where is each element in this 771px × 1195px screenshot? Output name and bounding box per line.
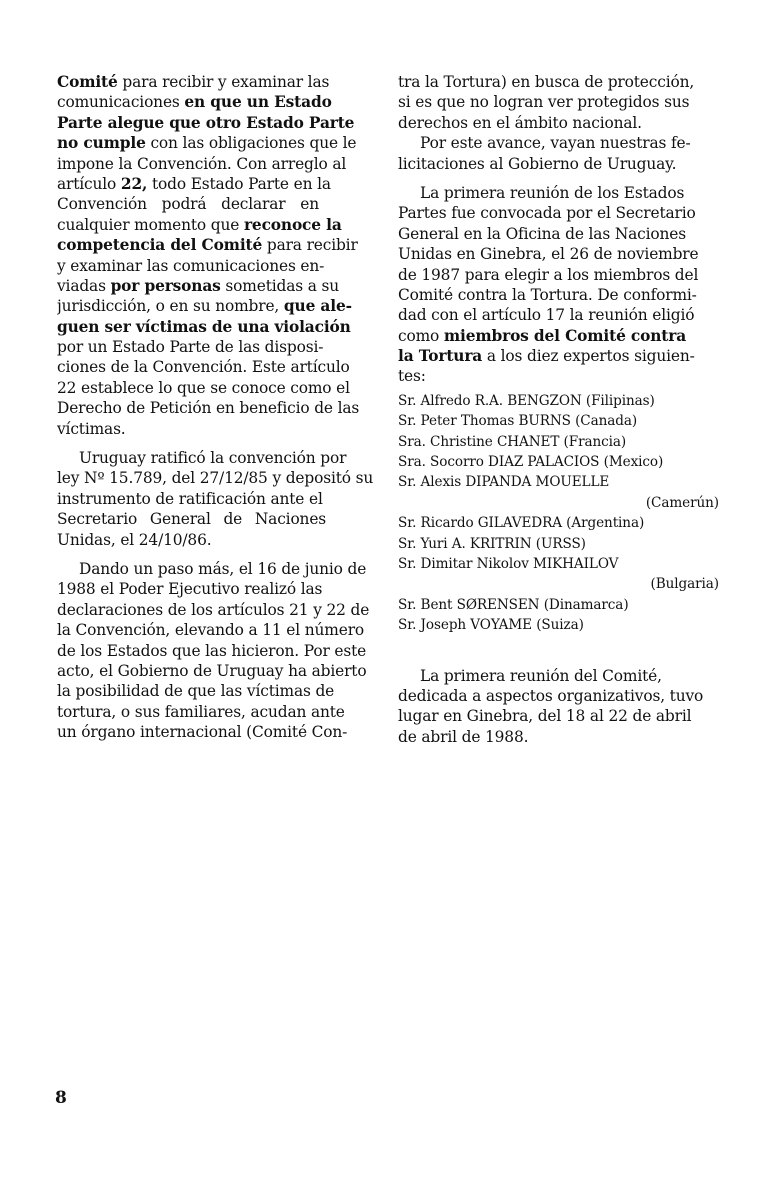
list-item: Sr. Joseph VOYAME (Suiza): [398, 617, 584, 634]
paragraph-protection: [398, 72, 720, 133]
text-line: y examinar las comunicaciones en-: [57, 256, 325, 275]
text-line: la posibilidad de que las víctimas de: [57, 682, 335, 701]
text-line: impone la Convención. Con arreglo al: [57, 154, 347, 173]
text-line: de 1987 para elegir a los miembros del: [398, 265, 699, 284]
text-line: Por este avance, vayan nuestras fe-: [420, 134, 691, 153]
text-line: competencia del Comité para recibir: [57, 236, 358, 255]
text-line: dad con el artículo 17 la reunión eligió: [398, 306, 695, 325]
text-line: ciones de la Convención. Este artículo: [57, 358, 350, 377]
text-line: acto, el Gobierno de Uruguay ha abierto: [57, 661, 367, 680]
text-line: viadas por personas sometidas a su: [57, 276, 340, 295]
committee-members-list: [398, 391, 720, 636]
list-item: Sr. Alfredo R.A. BENGZON (Filipinas): [398, 392, 655, 409]
text-line: si es que no logran ver protegidos sus: [398, 93, 690, 112]
text-line: no cumple con las obligaciones que le: [57, 134, 357, 153]
text-line: de los Estados que las hicieron. Por este: [57, 641, 367, 660]
text-line: como miembros del Comité contra: [398, 326, 687, 345]
list-item: Sr. Bent SØRENSEN (Dinamarca): [398, 596, 629, 613]
text-line: Secretario General de Naciones: [57, 510, 327, 529]
text-line: ley Nº 15.789, del 27/12/85 y depositó su: [57, 469, 374, 488]
text-line: de abril de 1988.: [398, 727, 529, 746]
paragraph-declarations: [57, 559, 378, 743]
text-line: Convención podrá declarar en: [57, 195, 319, 214]
paragraph-comite-competence: [57, 72, 378, 439]
text-line: víctimas.: [57, 419, 126, 438]
text-line: declaraciones de los artículos 21 y 22 de: [57, 600, 370, 619]
list-item: Sra. Christine CHANET (Francia): [398, 433, 627, 450]
text-line: cualquier momento que reconoce la: [57, 215, 342, 234]
text-line: derechos en el ámbito nacional.: [398, 113, 642, 132]
text-line: tra la Tortura) en busca de protección,: [398, 73, 695, 91]
text-line: lugar en Ginebra, del 18 al 22 de abril: [398, 707, 692, 726]
paragraph-committee-meeting: [398, 666, 720, 748]
text-line: Unidas en Ginebra, el 26 de noviembre: [398, 245, 699, 264]
text-line: 22 establece lo que se conoce como el: [57, 378, 350, 397]
text-line: Comité para recibir y examinar las: [57, 73, 330, 91]
text-line: Partes fue convocada por el Secretario: [398, 204, 696, 223]
text-line: guen ser víctimas de una violación: [57, 317, 351, 336]
list-item: Sr. Ricardo GILAVEDRA (Argentina): [398, 515, 645, 532]
text-line: La primera reunión de los Estados: [420, 183, 685, 202]
text-line: jurisdicción, o en su nombre, que ale-: [57, 297, 352, 316]
paragraph-gap: [398, 636, 720, 666]
list-item: Sr. Peter Thomas BURNS (Canada): [398, 413, 638, 430]
text-line: tes:: [398, 367, 426, 386]
right-column: [398, 72, 720, 747]
list-item-country: (Camerún): [645, 494, 719, 511]
text-line: Dando un paso más, el 16 de junio de: [79, 559, 367, 578]
list-item: Sr. Dimitar Nikolov MIKHAILOV: [398, 555, 619, 572]
list-item: Sra. Socorro DIAZ PALACIOS (Mexico): [398, 454, 664, 471]
list-item: Sr. Alexis DIPANDA MOUELLE: [398, 474, 610, 491]
text-line: licitaciones al Gobierno de Uruguay.: [398, 154, 677, 173]
text-line: Unidas, el 24/10/86.: [57, 530, 212, 549]
paragraph-uruguay-ratification: [57, 448, 378, 550]
paragraph-gap: [57, 550, 378, 559]
text-line: Parte alegue que otro Estado Parte: [57, 113, 355, 132]
paragraph-congratulations: [398, 133, 720, 174]
text-line: la Tortura a los diez expertos siguien-: [398, 347, 695, 366]
text-line: tortura, o sus familiares, acudan ante: [57, 702, 345, 721]
page-number: 8: [55, 1088, 67, 1108]
text-line: comunicaciones en que un Estado: [57, 93, 332, 112]
text-line: artículo 22, todo Estado Parte en la: [57, 174, 331, 193]
text-line: 1988 el Poder Ejecutivo realizó las: [57, 580, 323, 599]
text-line: por un Estado Parte de las disposi-: [57, 338, 324, 357]
text-line: General en la Oficina de las Naciones: [398, 224, 686, 243]
list-item: Sr. Yuri A. KRITRIN (URSS): [398, 535, 586, 552]
text-line: Uruguay ratificó la convención por: [79, 449, 347, 468]
left-column: [57, 72, 378, 743]
text-line: dedicada a aspectos organizativos, tuvo: [398, 686, 704, 705]
text-line: La primera reunión del Comité,: [420, 666, 662, 685]
text-line: un órgano internacional (Comité Con-: [57, 723, 348, 742]
paragraph-gap: [398, 174, 720, 183]
text-line: instrumento de ratificación ante el: [57, 489, 323, 508]
text-line: Derecho de Petición en beneficio de las: [57, 399, 360, 418]
paragraph-gap: [57, 439, 378, 448]
text-line: Comité contra la Tortura. De conformi-: [398, 285, 697, 304]
list-item-country: (Bulgaria): [650, 576, 719, 593]
text-line: la Convención, elevando a 11 el número: [57, 621, 365, 640]
paragraph-first-meeting: [398, 183, 720, 387]
